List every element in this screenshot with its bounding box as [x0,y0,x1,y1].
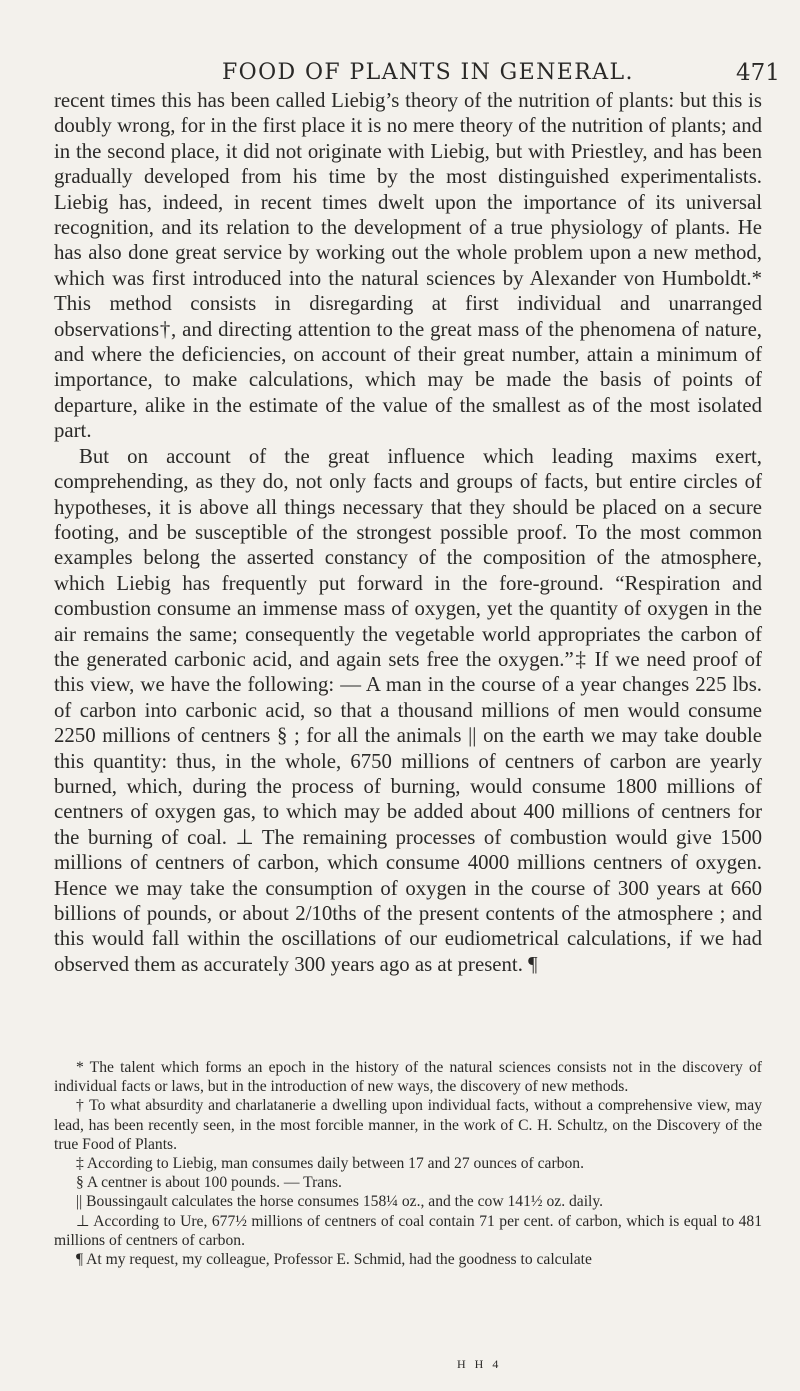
footnote: § A centner is about 100 pounds. — Trans. [76,1174,342,1192]
running-title: FOOD OF PLANTS IN GENERAL. [222,60,634,85]
footnote: ⊥ According to Ure, 677½ millions of centners of coal contain 71 per cent. of carbon, which is equal to 481 millions of centners of carbon. [54,1212,762,1249]
signature-mark: H H 4 [457,1357,502,1371]
footnote: || Boussingault calculates the horse consumes 158¼ oz., and the cow 141½ oz. daily. [76,1193,604,1211]
main-text [54,88,762,977]
footnote: † To what absurdity and charlatanerie a dwelling upon individual facts, without a comprehensive view, may lead, has been recently seen, in the most forcible manner, in the work of C. H. Schultz, on the Discovery of the true Food of Plants. [54,1097,762,1153]
footnote: * The talent which forms an epoch in the history of the natural sciences consists not in the discovery of individual facts or laws, but in the introduction of new ways, the discovery of new methods. [54,1059,762,1096]
footnote: ¶ At my request, my colleague, Professor E. Schmid, had the goodness to calculate [76,1251,592,1269]
page-number: 471 [736,60,780,86]
footnote: ‡ According to Liebig, man consumes daily between 17 and 27 ounces of carbon. [76,1155,584,1173]
paragraph: But on account of the great influence which leading maxims exert, comprehending, as they do, not only facts and groups of facts, but entire circles of hypotheses, it is above all things necessary that they should be placed on a secure footing, and be susceptible of the strongest possible proof. To the most common examples belong the asserted constancy of the composition of the atmosphere, which Liebig has frequently put forward in the fore-ground. “Respiration and combustion consume an immense mass of oxygen, yet the quantity of oxygen in the air remains the same; consequently the vegetable world appropriates the carbon of the generated carbonic acid, and again sets free the oxygen.”‡ If we need proof of this view, we have the following: — A man in the course of a year changes 225 lbs. of carbon into carbonic acid, so that a thousand millions of men would consume 2250 millions of centners § ; for all the animals || on the earth we may take double this quantity: thus, in the whole, 6750 millions of centners of carbon are yearly burned, which, during the process of burning, would consume 1800 millions of centners of oxygen gas, to which may be added about 400 millions of centners for the burning of coal. ⊥ The remaining processes of combustion would give 1500 millions of centners of carbon, which consume 4000 millions centners of oxygen. Hence we may take the consumption of oxygen in the course of 300 years at 660 billions of pounds, or about 2/10ths of the present contents of the atmosphere ; and this would fall within the oscillations of our eudiometrical calculations, if we had observed them as accurately 300 years ago as at present. ¶ [54,444,762,976]
footnotes [54,1058,762,1269]
paragraph: recent times this has been called Liebig’s theory of the nutrition of plants: but this is doubly wrong, for in the first place it is no mere theory of the nutrition of plants; and in the second place, it did not originate with Liebig, but with Priestley, and has been gradually developed from his time by the most distinguished experimentalists. Liebig has, indeed, in recent times dwelt upon the importance of its universal recognition, and its relation to the development of a true physiology of plants. He has also done great service by working out the whole problem upon a new method, which was first introduced into the natural sciences by Alexander von Humboldt.* This method consists in disregarding at first individual and unarranged observations†, and directing attention to the great mass of the phenomena of nature, and where the deficiencies, on account of their great number, attain a minimum of importance, to make calculations, which may be made the basis of points of departure, alike in the estimate of the value of the smallest as of the most isolated part. [54,89,762,443]
